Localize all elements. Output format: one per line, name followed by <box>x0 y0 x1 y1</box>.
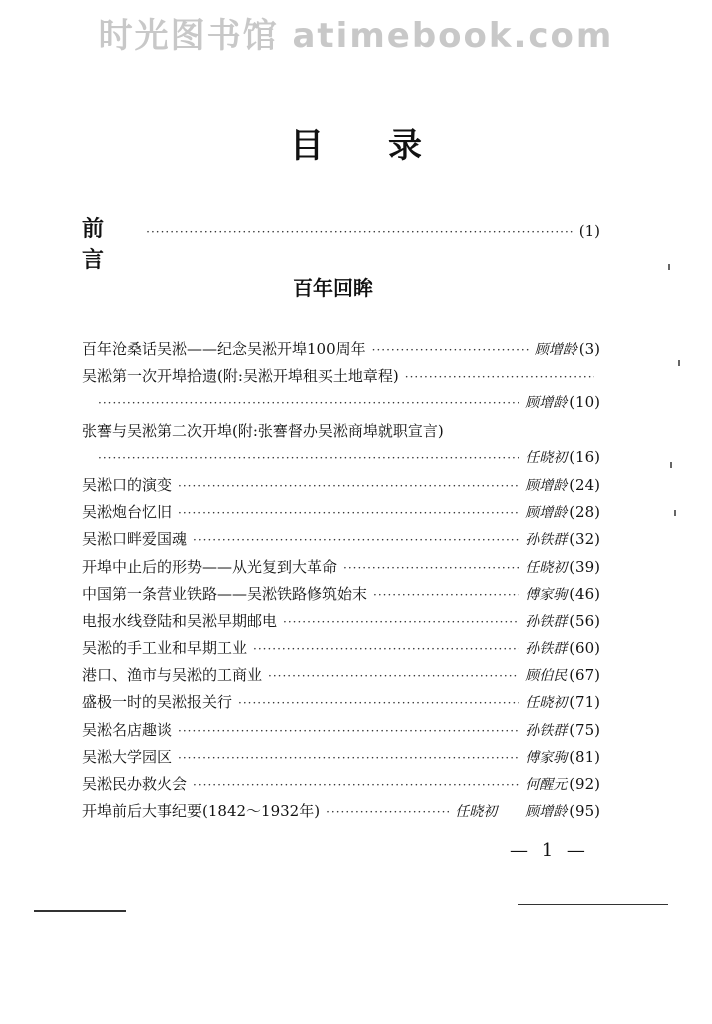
entry-author: 顾增龄 <box>525 505 568 522</box>
entry-author: 傅家驹 <box>525 749 568 766</box>
entry-title: 港口、渔市与吴淞的工商业 <box>82 666 263 685</box>
entry-title: 开埠中止后的形势——从光复到大革命 <box>82 557 338 576</box>
leader-dots <box>373 588 519 602</box>
entry-author: 顾伯民 <box>525 668 568 685</box>
toc-entry <box>82 610 600 637</box>
scan-speck <box>678 360 680 366</box>
toc-entry <box>82 800 600 827</box>
entry-author: 何醒元 <box>525 777 568 793</box>
toc-entry <box>82 719 600 746</box>
leader-dots <box>326 805 449 819</box>
scan-speck <box>668 264 670 270</box>
entry-page: (39) <box>569 557 600 576</box>
toc-entry-continuation <box>82 392 600 419</box>
scan-rule-right <box>518 904 668 905</box>
entry-title: 开埠前后大事纪要(1842～1932年) <box>82 802 321 821</box>
entry-page: (95) <box>569 802 600 821</box>
scan-speck <box>674 510 676 516</box>
entry-title: 吴淞口畔爱国魂 <box>82 530 188 549</box>
toc-entry-continuation <box>82 447 600 474</box>
entry-author: 孙铁群 <box>525 722 568 739</box>
entry-page: (75) <box>569 720 600 739</box>
leader-dots <box>146 225 573 239</box>
toc-entry <box>82 746 600 773</box>
toc-entry <box>82 420 600 447</box>
toc-list <box>82 338 600 827</box>
page-title: 目录 <box>290 126 486 166</box>
toc-entry <box>82 773 600 800</box>
entry-page: (67) <box>569 666 600 685</box>
toc-entry <box>82 691 600 718</box>
entry-title: 电报水线登陆和吴淞早期邮电 <box>82 611 278 630</box>
entry-title: 吴淞口的演变 <box>82 475 173 494</box>
entry-title: 中国第一条营业铁路——吴淞铁路修筑始末 <box>82 584 368 603</box>
toc-entry <box>82 501 600 528</box>
entry-page: (46) <box>569 584 600 603</box>
entry-title: 吴淞名店趣谈 <box>82 720 173 739</box>
preface-page: (1) <box>578 222 600 240</box>
leader-dots <box>178 479 519 493</box>
entry-author: 孙铁群 <box>525 641 568 658</box>
leader-dots <box>178 751 519 765</box>
entry-author: 任晓初 <box>525 449 568 466</box>
toc-entry <box>82 664 600 691</box>
leader-dots <box>268 669 519 683</box>
entry-author: 孙铁群 <box>525 613 568 630</box>
leader-dots <box>178 724 519 738</box>
scan-speck <box>670 462 672 468</box>
entry-author: 任晓初 <box>525 559 568 576</box>
entry-page: (28) <box>569 503 600 522</box>
toc-entry <box>82 556 600 583</box>
entry-page: (32) <box>569 530 600 549</box>
entry-title: 张謇与吴淞第二次开埠(附:张謇督办吴淞商埠就职宣言) <box>82 421 444 440</box>
toc-entry <box>82 528 600 555</box>
entry-author: 孙铁群 <box>525 532 568 549</box>
page-number: — 1 — <box>510 840 589 861</box>
watermark: 时光图书馆 atimebook.com <box>98 16 614 56</box>
entry-title: 吴淞民办救火会 <box>82 775 188 793</box>
entry-page: (92) <box>569 775 600 793</box>
preface-entry <box>82 212 600 274</box>
toc-entry <box>82 365 600 392</box>
toc-entry <box>82 338 600 365</box>
toc-entry <box>82 637 600 664</box>
leader-dots <box>372 343 529 357</box>
entry-author: 傅家驹 <box>525 586 568 603</box>
entry-author: 顾增龄 <box>525 395 568 412</box>
section-title: 百年回眸 <box>293 276 373 300</box>
leader-dots <box>238 696 519 710</box>
entry-title: 盛极一时的吴淞报关行 <box>82 693 233 712</box>
entry-author: 顾增龄 <box>525 804 568 821</box>
leader-dots <box>98 451 519 465</box>
leader-dots <box>253 642 519 656</box>
toc-entry <box>82 583 600 610</box>
leader-dots <box>178 506 519 520</box>
leader-dots <box>343 561 519 575</box>
entry-page: (24) <box>569 475 600 494</box>
leader-dots <box>193 533 519 547</box>
leader-dots <box>193 778 519 792</box>
leader-dots <box>98 396 519 410</box>
entry-title: 百年沧桑话吴淞——纪念吴淞开埠100周年 <box>82 340 366 358</box>
entry-page: (60) <box>569 639 600 658</box>
entry-page: (16) <box>569 447 600 466</box>
entry-title: 吴淞第一次开埠拾遗(附:吴淞开埠租买土地章程) <box>82 367 399 386</box>
toc-entry <box>82 474 600 501</box>
scan-rule-left <box>34 910 126 912</box>
leader-dots <box>283 615 519 629</box>
entry-title: 吴淞的手工业和早期工业 <box>82 639 248 658</box>
preface-label: 前言 <box>82 217 123 273</box>
entry-author: 任晓初 <box>455 804 498 821</box>
entry-title: 吴淞大学园区 <box>82 747 173 766</box>
entry-author: 任晓初 <box>525 695 568 712</box>
entry-page: (10) <box>569 393 600 412</box>
entry-page: (56) <box>569 611 600 630</box>
entry-page: (71) <box>569 693 600 712</box>
entry-author: 顾增龄 <box>534 342 577 358</box>
entry-title: 吴淞炮台忆旧 <box>82 503 173 522</box>
entry-author: 顾增龄 <box>525 477 568 494</box>
entry-page: (3) <box>578 340 600 358</box>
leader-dots <box>405 370 594 384</box>
entry-page: (81) <box>569 747 600 766</box>
